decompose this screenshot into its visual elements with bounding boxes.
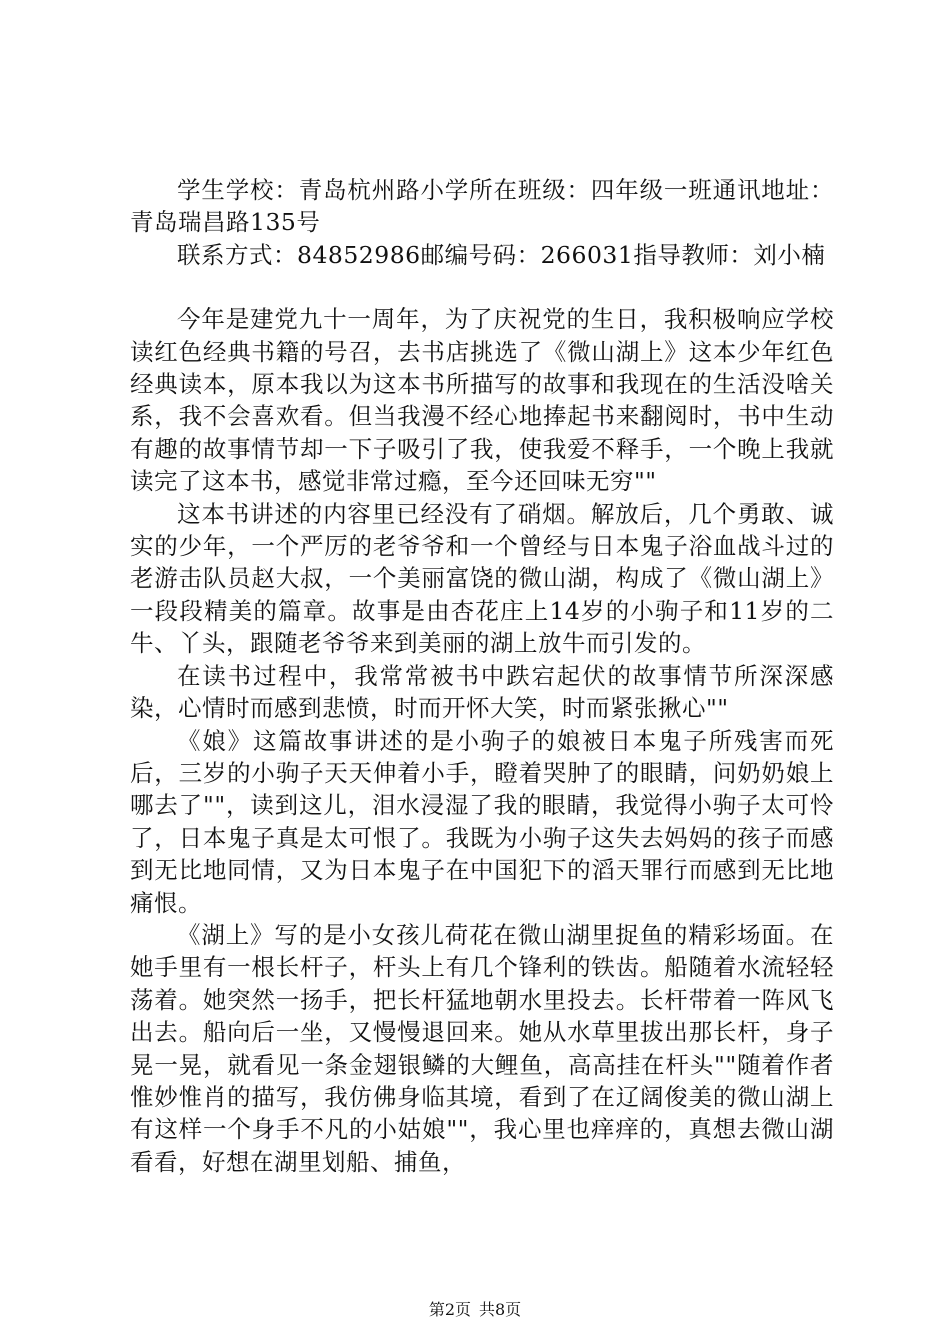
student-info-line-1: 学生学校：青岛杭州路小学所在班级：四年级一班通讯地址：青岛瑞昌路135号 [130, 176, 834, 237]
paragraph-2: 这本书讲述的内容里已经没有了硝烟。解放后，几个勇敢、诚实的少年，一个严厉的老爷爷和一个曾经与日本鬼子浴血战斗过的老游击队员赵大叔，一个美丽富饶的微山湖，构成了《微山湖上》一段段精美的篇章。故事是由杏花庄上14岁的小驹子和11岁的二牛、丫头，跟随老爷爷来到美丽的湖上放牛而引发的。 [130, 499, 834, 658]
paragraph-5: 《湖上》写的是小女孩儿荷花在微山湖里捉鱼的精彩场面。在她手里有一根长杆子，杆头上有几个锋利的铁齿。船随着水流轻轻荡着。她突然一扬手，把长杆猛地朝水里投去。长杆带着一阵风飞出去。船向后一坐，又慢慢退回来。她从水草里拔出那长杆，身子晃一晃，就看见一条金翅银鳞的大鲤鱼，高高挂在杆头""随着作者惟妙惟肖的描写，我仿佛身临其境，看到了在辽阔俊美的微山湖上有这样一个身手不凡的小姑娘""，我心里也痒痒的，真想去微山湖看看，好想在湖里划船、捕鱼， [130, 920, 834, 1176]
paragraph-3: 在读书过程中，我常常被书中跌宕起伏的故事情节所深深感染，心情时而感到悲愤，时而开怀大笑，时而紧张揪心"" [130, 661, 834, 723]
page-footer [0, 1300, 950, 1320]
student-info-line-2: 联系方式：84852986邮编号码：266031指导教师：刘小楠 [177, 240, 826, 269]
page-total: 共8页 [479, 1300, 522, 1319]
document-body [130, 174, 834, 1178]
page-number: 第2页 [428, 1300, 471, 1319]
paragraph-1: 今年是建党九十一周年，为了庆祝党的生日，我积极响应学校读红色经典书籍的号召，去书店挑选了《微山湖上》这本少年红色经典读本，原本我以为这本书所描写的故事和我现在的生活没啥关系，我不会喜欢看。但当我漫不经心地捧起书来翻阅时，书中生动有趣的故事情节却一下子吸引了我，使我爱不释手，一个晚上我就读完了这本书，感觉非常过瘾，至今还回味无穷"" [130, 305, 834, 496]
paragraph-4: 《娘》这篇故事讲述的是小驹子的娘被日本鬼子所残害而死后，三岁的小驹子天天伸着小手，瞪着哭肿了的眼睛，问奶奶娘上哪去了""，读到这儿，泪水浸湿了我的眼睛，我觉得小驹子太可怜了，日本鬼子真是太可恨了。我既为小驹子这失去妈妈的孩子而感到无比地同情，又为日本鬼子在中国犯下的滔天罪行而感到无比地痛恨。 [130, 726, 834, 917]
